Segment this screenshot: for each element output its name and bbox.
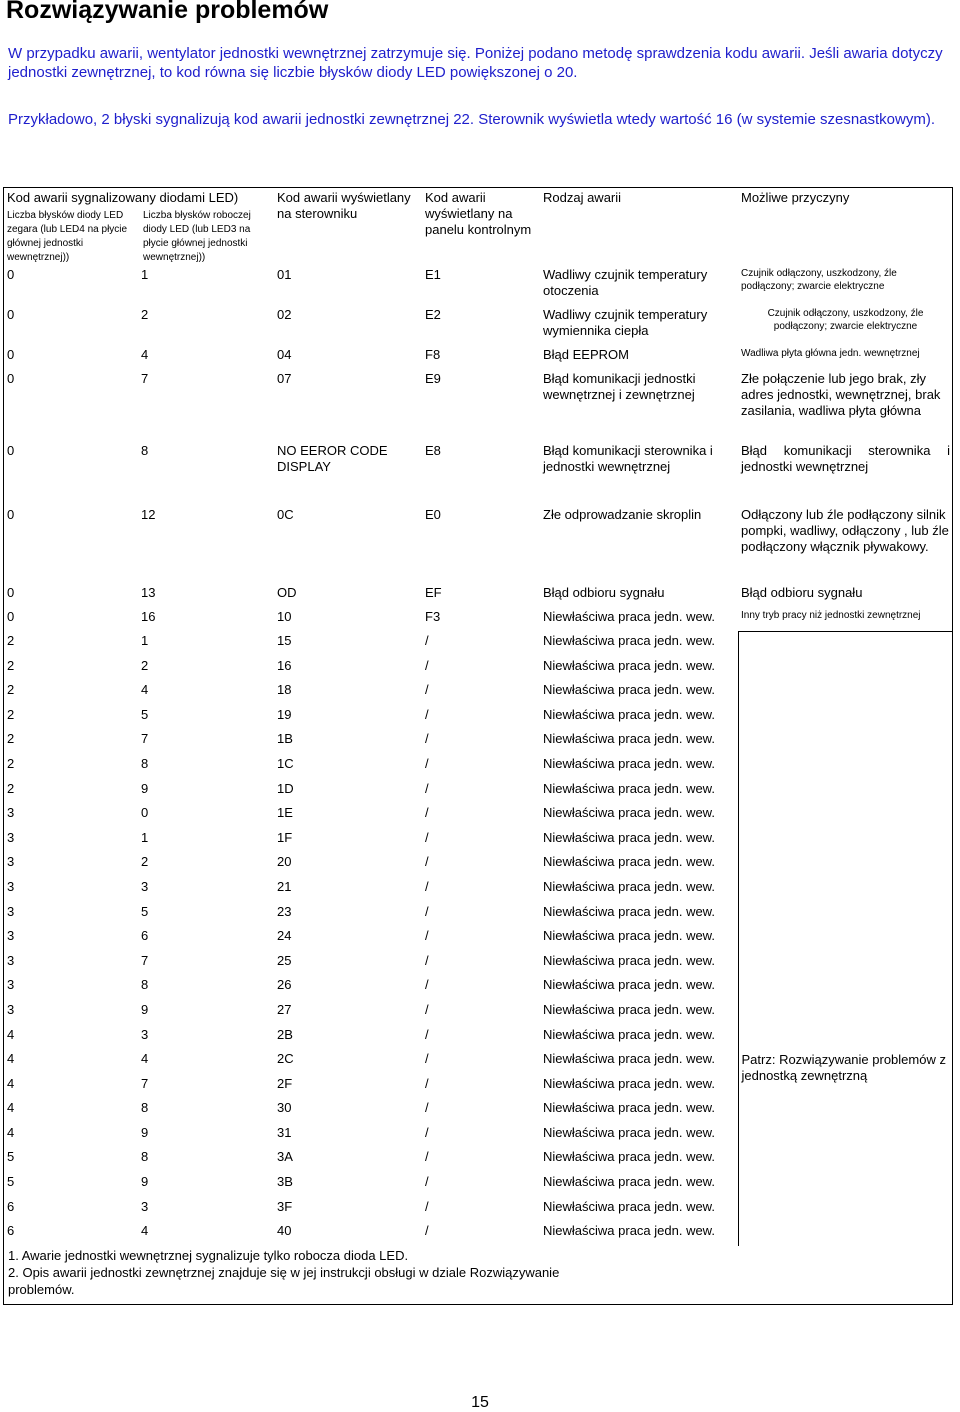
cell-work-led-count: 2	[141, 657, 149, 673]
cell-work-led-count: 5	[141, 706, 149, 722]
cell-panel-code: /	[425, 977, 429, 993]
cell-work-led-count: 8	[141, 443, 149, 458]
cell-controller-code: 3B	[277, 1174, 293, 1190]
cell-fault-type: Niewłaściwa praca jedn. wew.	[543, 731, 715, 747]
cell-panel-code: /	[425, 1100, 429, 1116]
cell-fault-type: Niewłaściwa praca jedn. wew.	[543, 1223, 715, 1239]
header-col-causes: Możliwe przyczyny	[741, 190, 850, 205]
cell-controller-code: 25	[277, 952, 292, 968]
cell-controller-code: 30	[277, 1100, 292, 1116]
cell-work-led-count: 2	[141, 307, 149, 322]
cell-panel-code: /	[425, 1075, 429, 1091]
cell-work-led-count: 3	[141, 1026, 149, 1042]
cell-panel-code: /	[425, 755, 429, 771]
cell-controller-code: 10	[277, 609, 292, 624]
page-number: 15	[471, 1394, 489, 1411]
cell-clock-led-count: 0	[7, 267, 15, 282]
cell-panel-code: /	[425, 1198, 429, 1214]
cell-panel-code: /	[425, 903, 429, 919]
footnote-2: 2. Opis awarii jednostki zewnętrznej znajduje się w jej instrukcji obsługi w dziale Rozwiązywanie problemów.	[8, 1265, 560, 1297]
table-row	[4, 305, 953, 345]
cell-panel-code: /	[425, 829, 429, 845]
cell-clock-led-count: 3	[7, 1001, 15, 1017]
cell-panel-code: /	[425, 1223, 429, 1239]
cell-fault-type: Niewłaściwa praca jedn. wew.	[543, 829, 715, 845]
cell-clock-led-count: 0	[7, 443, 15, 458]
cell-controller-code: 1D	[277, 780, 294, 796]
cell-fault-type: Niewłaściwa praca jedn. wew.	[543, 633, 715, 648]
header-col-controller-code: Kod awarii wyświetlany na sterowniku	[277, 190, 411, 221]
cell-panel-code: /	[425, 1026, 429, 1042]
cell-panel-code: E1	[425, 267, 441, 282]
cell-panel-code: /	[425, 731, 429, 747]
cell-controller-code: 21	[277, 878, 292, 894]
cell-controller-code: 0C	[277, 507, 294, 522]
page-title: Rozwiązywanie problemów	[6, 0, 329, 24]
cell-fault-type: Niewłaściwa praca jedn. wew.	[543, 1174, 715, 1190]
cell-fault-type: Błąd komunikacji sterownika i jednostki wewnętrznej	[543, 443, 713, 474]
cell-clock-led-count: 3	[7, 977, 15, 993]
cell-panel-code: /	[425, 780, 429, 796]
cell-work-led-count: 5	[141, 903, 149, 919]
cell-work-led-count: 9	[141, 780, 149, 796]
table-row	[4, 505, 953, 583]
cell-fault-type: Błąd komunikacji jednostki wewnętrznej i zewnętrznej	[543, 371, 696, 402]
cell-clock-led-count: 4	[7, 1075, 15, 1091]
cell-panel-code: E9	[425, 371, 441, 386]
cell-controller-code: 23	[277, 903, 292, 919]
cell-work-led-count: 9	[141, 1124, 149, 1140]
cell-work-led-count: 7	[141, 1075, 149, 1091]
cell-clock-led-count: 2	[7, 755, 15, 771]
cell-panel-code: /	[425, 633, 429, 648]
cell-cause: Błąd odbioru sygnału	[741, 585, 863, 600]
cell-work-led-count: 1	[141, 633, 149, 648]
cell-work-led-count: 8	[141, 1100, 149, 1116]
cell-clock-led-count: 0	[7, 307, 15, 322]
cell-clock-led-count: 5	[7, 1149, 15, 1165]
cell-work-led-count: 2	[141, 854, 149, 870]
cell-controller-code: 24	[277, 928, 292, 944]
table-header-row	[4, 188, 953, 265]
cell-fault-type: Niewłaściwa praca jedn. wew.	[543, 706, 715, 722]
cell-work-led-count: 0	[141, 805, 149, 821]
cell-panel-code: /	[425, 1149, 429, 1165]
cell-fault-type: Niewłaściwa praca jedn. wew.	[543, 682, 715, 698]
cell-panel-code: /	[425, 1001, 429, 1017]
cell-clock-led-count: 3	[7, 878, 15, 894]
cell-clock-led-count: 2	[7, 657, 15, 673]
cell-clock-led-count: 4	[7, 1124, 15, 1140]
cell-cause-merged: Patrz: Rozwiązywanie problemów z jednostką zewnętrzną	[738, 631, 953, 1246]
cell-fault-type: Niewłaściwa praca jedn. wew.	[543, 854, 715, 870]
cell-cause: Czujnik odłączony, uszkodzony, źle podłączony; zwarcie elektryczne	[741, 268, 897, 292]
cell-panel-code: /	[425, 657, 429, 673]
cell-controller-code: 40	[277, 1223, 292, 1239]
cell-panel-code: F8	[425, 347, 441, 362]
table-row	[4, 345, 953, 369]
cell-panel-code: F3	[425, 609, 441, 624]
cell-panel-code: /	[425, 805, 429, 821]
cell-fault-type: Niewłaściwa praca jedn. wew.	[543, 1124, 715, 1140]
header-col-fault-type: Rodzaj awarii	[543, 190, 622, 205]
cell-panel-code: EF	[425, 585, 442, 600]
cell-controller-code: 3A	[277, 1149, 293, 1165]
cell-fault-type: Niewłaściwa praca jedn. wew.	[543, 952, 715, 968]
cell-fault-type: Złe odprowadzanie skroplin	[543, 507, 702, 522]
cell-panel-code: /	[425, 1051, 429, 1067]
cell-fault-type: Niewłaściwa praca jedn. wew.	[543, 1075, 715, 1091]
cell-clock-led-count: 4	[7, 1100, 15, 1116]
cell-fault-type: Wadliwy czujnik temperatury wymiennika ciepła	[543, 307, 708, 338]
cell-cause: Czujnik odłączony, uszkodzony, źle podłączony; zwarcie elektryczne	[767, 308, 924, 332]
cell-panel-code: /	[425, 952, 429, 968]
cell-fault-type: Niewłaściwa praca jedn. wew.	[543, 805, 715, 821]
table-row	[4, 441, 953, 505]
error-code-table	[4, 188, 953, 1246]
cell-work-led-count: 9	[141, 1001, 149, 1017]
cell-work-led-count: 13	[141, 585, 156, 600]
cell-panel-code: /	[425, 1124, 429, 1140]
cell-work-led-count: 8	[141, 755, 149, 771]
cell-controller-code: 15	[277, 633, 292, 648]
cell-fault-type: Niewłaściwa praca jedn. wew.	[543, 928, 715, 944]
cell-controller-code: 2F	[277, 1075, 293, 1091]
cell-fault-type: Niewłaściwa praca jedn. wew.	[543, 1026, 715, 1042]
cell-clock-led-count: 5	[7, 1174, 15, 1190]
cell-controller-code: 20	[277, 854, 292, 870]
cell-panel-code: E8	[425, 443, 441, 458]
cell-fault-type: Niewłaściwa praca jedn. wew.	[543, 878, 715, 894]
cell-work-led-count: 8	[141, 977, 149, 993]
cell-clock-led-count: 3	[7, 805, 15, 821]
cell-panel-code: /	[425, 1174, 429, 1190]
cell-controller-code: 2B	[277, 1026, 293, 1042]
cell-fault-type: Błąd odbioru sygnału	[543, 585, 665, 600]
intro-paragraph-2: Przykładowo, 2 błyski sygnalizują kod awarii jednostki zewnętrznej 22. Sterownik wyświetla wtedy wartość 16 (w systemie szesnastkowym).	[8, 111, 936, 128]
cell-work-led-count: 7	[141, 952, 149, 968]
cell-clock-led-count: 3	[7, 854, 15, 870]
cell-controller-code: 04	[277, 347, 292, 362]
cell-work-led-count: 6	[141, 928, 149, 944]
cell-clock-led-count: 0	[7, 347, 15, 362]
cell-controller-code: 27	[277, 1001, 292, 1017]
cell-panel-code: /	[425, 682, 429, 698]
cell-work-led-count: 16	[141, 609, 156, 624]
cell-clock-led-count: 0	[7, 507, 15, 522]
cell-clock-led-count: 2	[7, 682, 15, 698]
header-col-work-led: Liczba błysków roboczej diody LED (lub LED3 na płycie głównej jednostki wewnętrznej))	[143, 210, 251, 263]
cell-work-led-count: 4	[141, 1223, 149, 1239]
cell-controller-code: 2C	[277, 1051, 294, 1067]
cell-clock-led-count: 2	[7, 780, 15, 796]
cell-fault-type: Niewłaściwa praca jedn. wew.	[543, 609, 715, 624]
cell-work-led-count: 7	[141, 731, 149, 747]
cell-clock-led-count: 0	[7, 371, 15, 386]
cell-clock-led-count: 0	[7, 585, 15, 600]
cell-work-led-count: 1	[141, 829, 149, 845]
cell-cause: Wadliwa płyta główna jedn. wewnętrznej	[741, 348, 920, 359]
cell-controller-code: 07	[277, 371, 292, 386]
cell-controller-code: 26	[277, 977, 292, 993]
cell-fault-type: Niewłaściwa praca jedn. wew.	[543, 1100, 715, 1116]
cell-fault-type: Niewłaściwa praca jedn. wew.	[543, 755, 715, 771]
cell-fault-type: Niewłaściwa praca jedn. wew.	[543, 780, 715, 796]
cell-controller-code: 1B	[277, 731, 293, 747]
table-row	[4, 265, 953, 305]
header-col-clock-led: Liczba błysków diody LED zegara (lub LED4 na płycie głównej jednostki wewnętrznej))	[7, 210, 128, 263]
table-row	[4, 631, 953, 656]
cell-fault-type: Niewłaściwa praca jedn. wew.	[543, 1198, 715, 1214]
footnotes	[8, 1247, 608, 1298]
cell-controller-code: NO EEROR CODE DISPLAY	[277, 443, 388, 474]
cell-clock-led-count: 6	[7, 1198, 15, 1214]
cell-work-led-count: 1	[141, 267, 149, 282]
cell-controller-code: OD	[277, 585, 297, 600]
cell-controller-code: 3F	[277, 1198, 293, 1214]
cell-work-led-count: 4	[141, 1051, 149, 1067]
cell-panel-code: /	[425, 878, 429, 894]
cell-controller-code: 1E	[277, 805, 293, 821]
cell-clock-led-count: 6	[7, 1223, 15, 1239]
cell-controller-code: 18	[277, 682, 292, 698]
cell-clock-led-count: 3	[7, 928, 15, 944]
cell-work-led-count: 12	[141, 507, 156, 522]
cell-clock-led-count: 0	[7, 609, 15, 624]
cell-controller-code: 19	[277, 706, 292, 722]
cell-panel-code: /	[425, 854, 429, 870]
cell-work-led-count: 4	[141, 682, 149, 698]
cell-cause: Złe połączenie lub jego brak, zły adres jednostki, wewnętrznej, brak zasilania, wadliwa płyta główna	[741, 371, 941, 418]
cell-panel-code: /	[425, 928, 429, 944]
cell-work-led-count: 8	[141, 1149, 149, 1165]
cell-fault-type: Niewłaściwa praca jedn. wew.	[543, 657, 715, 673]
cell-work-led-count: 7	[141, 371, 149, 386]
table-row	[4, 583, 953, 607]
cell-work-led-count: 3	[141, 878, 149, 894]
cell-work-led-count: 9	[141, 1174, 149, 1190]
cell-panel-code: /	[425, 706, 429, 722]
cell-controller-code: 1F	[277, 829, 293, 845]
cell-clock-led-count: 3	[7, 903, 15, 919]
cell-clock-led-count: 3	[7, 952, 15, 968]
cell-clock-led-count: 4	[7, 1051, 15, 1067]
cell-fault-type: Niewłaściwa praca jedn. wew.	[543, 977, 715, 993]
header-col-panel-code: Kod awarii wyświetlany na panelu kontrolnym	[425, 190, 532, 237]
cell-fault-type: Błąd EEPROM	[543, 347, 629, 362]
cell-panel-code: E0	[425, 507, 441, 522]
cell-panel-code: E2	[425, 307, 441, 322]
cell-fault-type: Wadliwy czujnik temperatury otoczenia	[543, 267, 708, 298]
footnote-1: 1. Awarie jednostki wewnętrznej sygnalizuje tylko robocza dioda LED.	[8, 1248, 409, 1263]
cell-clock-led-count: 4	[7, 1026, 15, 1042]
table-row	[4, 607, 953, 631]
cell-fault-type: Niewłaściwa praca jedn. wew.	[543, 1051, 715, 1067]
cell-fault-type: Niewłaściwa praca jedn. wew.	[543, 1001, 715, 1017]
cell-clock-led-count: 2	[7, 706, 15, 722]
cell-fault-type: Niewłaściwa praca jedn. wew.	[543, 903, 715, 919]
cell-cause: Inny tryb pracy niż jednostki zewnętrznej	[741, 610, 921, 621]
intro-paragraph-1: W przypadku awarii, wentylator jednostki wewnętrznej zatrzymuje się. Poniżej podano metodę sprawdzenia kodu awarii. Jeśli awaria dotyczy jednostki zewnętrznej, to kod równa się liczbie błysków diody LED powiększonej o 20.	[8, 45, 943, 81]
header-led-group: Kod awarii sygnalizowany diodami LED) Liczba błysków diody LED zegara (lub LED4 na płycie głównej jednostki wewnętrznej)) Liczba błysków roboczej diody LED (lub LED3 na płycie głównej jednostki wewnętrznej))	[4, 188, 274, 265]
cell-controller-code: 01	[277, 267, 292, 282]
cell-work-led-count: 4	[141, 347, 149, 362]
cell-controller-code: 16	[277, 657, 292, 673]
cell-clock-led-count: 2	[7, 731, 15, 747]
cell-clock-led-count: 3	[7, 829, 15, 845]
cell-clock-led-count: 2	[7, 633, 15, 648]
cell-controller-code: 1C	[277, 755, 294, 771]
table-row	[4, 369, 953, 441]
cell-controller-code: 31	[277, 1124, 292, 1140]
cell-cause: Odłączony lub źle podłączony silnik pompki, wadliwy, odłączony , lub źle podłączony włącznik pływakowy.	[741, 507, 949, 554]
cell-fault-type: Niewłaściwa praca jedn. wew.	[543, 1149, 715, 1165]
cell-work-led-count: 3	[141, 1198, 149, 1214]
cell-controller-code: 02	[277, 307, 292, 322]
cell-cause: Błąd komunikacji sterownika i jednostki wewnętrznej	[741, 443, 950, 474]
